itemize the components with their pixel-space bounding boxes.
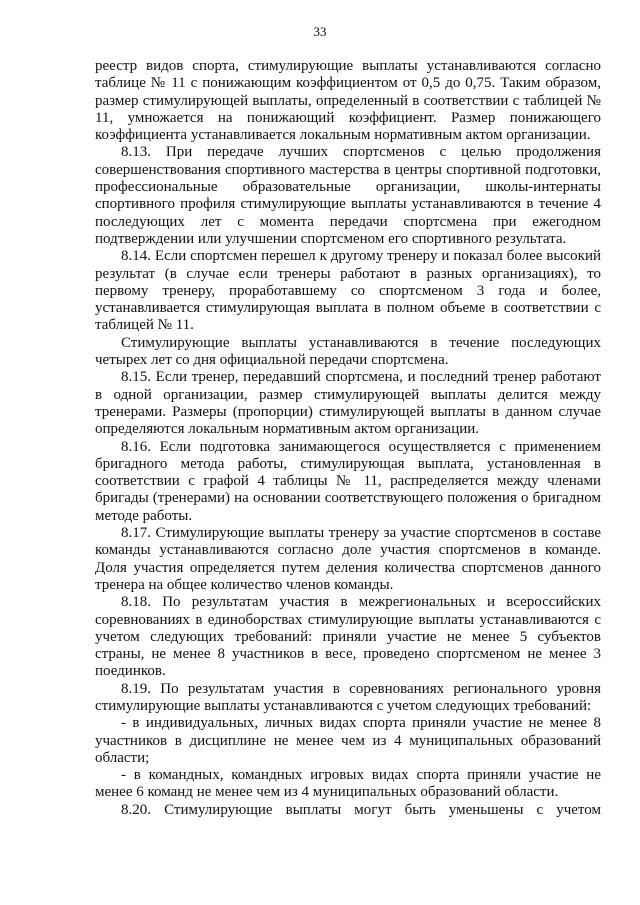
paragraph-8-15: 8.15. Если тренер, передавший спортсмена, и последний тренер работают в одной организации, размер стимулирующей выплаты делится между тренерами. Размеры (пропорции) стимулирующей выплаты в данном случае определяются локальным нормативным актом организации.: [95, 369, 601, 438]
paragraph-payment-period: Стимулирующие выплаты устанавливаются в течение последующих четырех лет со дня официальной передачи спортсмена.: [95, 334, 601, 369]
paragraph-continuation: реестр видов спорта, стимулирующие выплаты устанавливаются согласно таблице № 11 с понижающим коэффициентом от 0,5 до 0,75. Таким образом, размер стимулирующей выплаты, определенный в соответствии с таблицей № 11, умножается на понижающий коэффициент. Размер понижающего коэффициента устанавливается локальным нормативным актом организации.: [95, 58, 601, 144]
paragraph-8-18: 8.18. По результатам участия в межрегиональных и всероссийских соревнованиях в единоборствах стимулирующие выплаты устанавливаются с учетом следующих требований: приняли участие не менее 5 субъектов страны, не менее 8 участников в весе, проведено спортсменом не менее 3 поединков.: [95, 594, 601, 680]
document-body: [95, 58, 601, 819]
list-item-individual-sports: - в индивидуальных, личных видах спорта приняли участие не менее 8 участников в дисциплине не менее чем из 4 муниципальных образований области;: [95, 715, 601, 766]
paragraph-8-17: 8.17. Стимулирующие выплаты тренеру за участие спортсменов в составе команды устанавливаются согласно доле участия спортсменов в команде. Доля участия определяется путем деления количества спортсменов данного тренера на общее количество членов команды.: [95, 525, 601, 593]
paragraph-8-16: 8.16. Если подготовка занимающегося осуществляется с применением бригадного метода работы, стимулирующая выплата, установленная в соответствии с графой 4 таблицы № 11, распределяется между членами бригады (тренерами) на основании соответствующего положения о бригадном методе работы.: [95, 438, 601, 524]
paragraph-8-20: 8.20. Стимулирующие выплаты могут быть уменьшены с учетом: [121, 801, 601, 818]
paragraph-8-13: 8.13. При передаче лучших спортсменов с целью продолжения совершенствования спортивного мастерства в центры спортивной подготовки, профессиональные образовательные организации, школы-интернаты спортивного профиля стимулирующие выплаты устанавливаются в течение 4 последующих лет с момента передачи спортсмена при ежегодном подтверждении или улучшении спортсменом его спортивного результата.: [95, 144, 601, 247]
paragraph-8-14: 8.14. Если спортсмен перешел к другому тренеру и показал более высокий результат (в случае если тренеры работают в разных организациях), то первому тренеру, проработавшему со спортсменом 3 года и более, устанавливается стимулирующая выплата в полном объеме в соответствии с таблицей № 11.: [95, 248, 601, 334]
list-item-team-sports: - в командных, командных игровых видах спорта приняли участие не менее 6 команд не менее чем из 4 муниципальных образований области.: [95, 767, 601, 801]
page-number: 33: [313, 24, 327, 39]
paragraph-8-19: 8.19. По результатам участия в соревнованиях регионального уровня стимулирующие выплаты устанавливаются с учетом следующих требований:: [95, 680, 601, 714]
